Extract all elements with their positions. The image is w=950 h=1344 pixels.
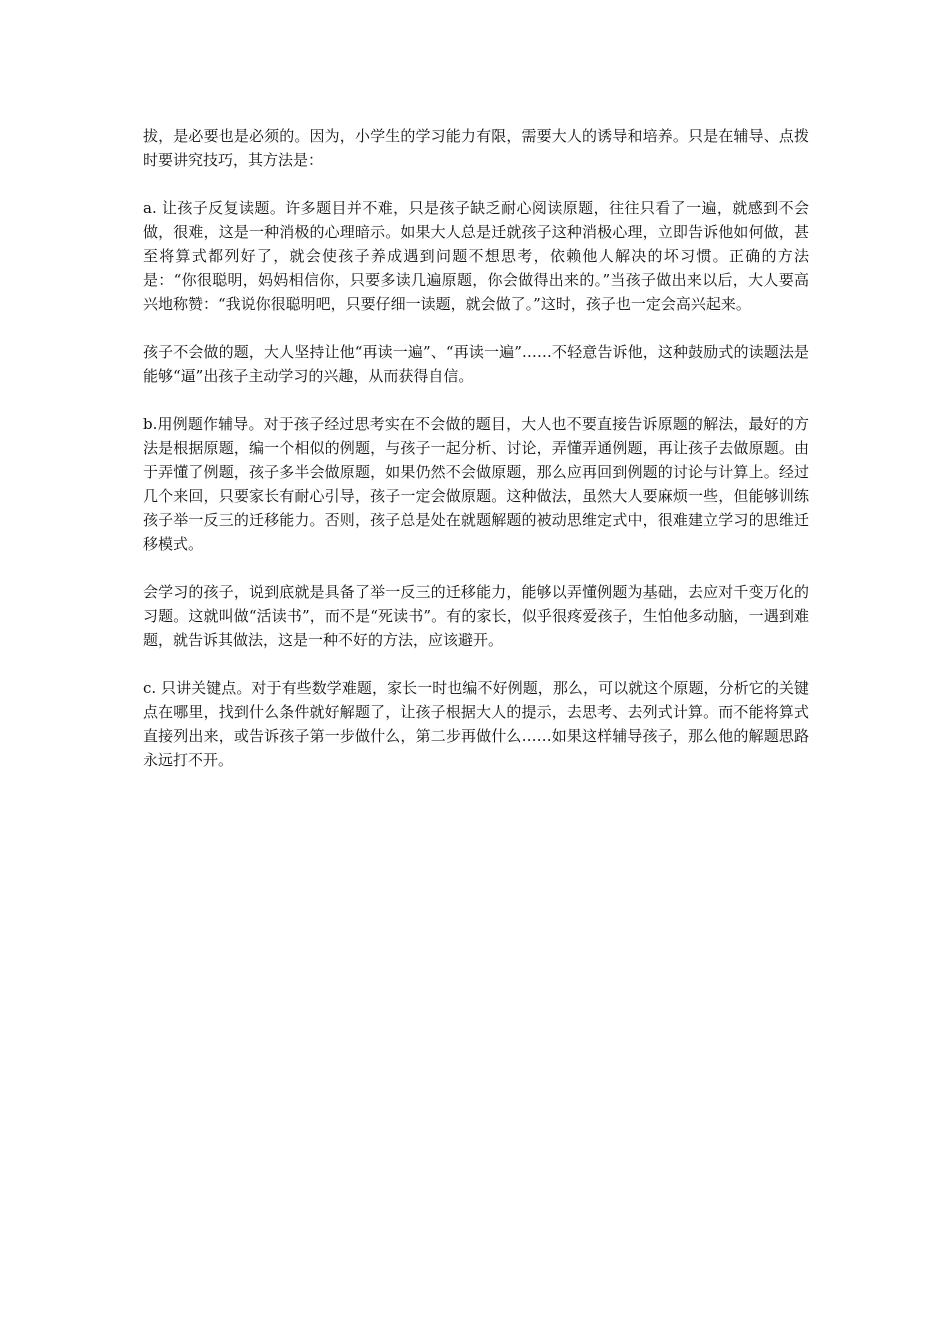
paragraph-method-a: a. 让孩子反复读题。许多题目并不难，只是孩子缺乏耐心阅读原题，往往只看了一遍，就感到不会做，很难，这是一种消极的心理暗示。如果大人总是迁就孩子这种消极心理，立即告诉他如何做，甚至将算式都列好了，就会使孩子养成遇到问题不想思考，依赖他人解决的坏习惯。正确的方法是：“你很聪明，妈妈相信你，只要多读几遍原题，你会做得出来的。”当孩子做出来以后，大人要高兴地称赞：“我说你很聪明吧，只要仔细一读题，就会做了。”这时，孩子也一定会高兴起来。 xyxy=(143,199,809,313)
paragraph-transfer-ability: 会学习的孩子，说到底就是具备了举一反三的迁移能力，能够以弄懂例题为基础，去应对千变万化的习题。这就叫做“活读书”，而不是“死读书”。有的家长，似乎很疼爱孩子，生怕他多动脑，一遇到难题，就告诉其做法，这是一种不好的方法，应该避开。 xyxy=(143,583,809,649)
paragraph-method-c: c. 只讲关键点。对于有些数学难题，家长一时也编不好例题，那么，可以就这个原题，分析它的关键点在哪里，找到什么条件就好解题了，让孩子根据大人的提示，去思考、去列式计算。而不能将算式直接列出来，或告诉孩子第一步做什么，第二步再做什么……如果这样辅导孩子，那么他的解题思路永远打不开。 xyxy=(143,679,809,769)
paragraph-intro: 拔，是必要也是必须的。因为，小学生的学习能力有限，需要大人的诱导和培养。只是在辅导、点拨时要讲究技巧，其方法是： xyxy=(143,127,809,169)
paragraph-method-b: b.用例题作辅导。对于孩子经过思考实在不会做的题目，大人也不要直接告诉原题的解法，最好的方法是根据原题，编一个相似的例题，与孩子一起分析、讨论，弄懂弄通例题，再让孩子去做原题。由于弄懂了例题，孩子多半会做原题，如果仍然不会做原题，那么应再回到例题的讨论与计算上。经过几个来回，只要家长有耐心引导，孩子一定会做原题。这种做法，虽然大人要麻烦一些，但能够训练孩子举一反三的迁移能力。否则，孩子总是处在就题解题的被动思维定式中，很难建立学习的思维迁移模式。 xyxy=(143,415,809,553)
document-body xyxy=(143,124,809,772)
paragraph-reread-encouragement: 孩子不会做的题，大人坚持让他“再读一遍”、“再读一遍”……不轻意告诉他，这种鼓励式的读题法是能够“逼”出孩子主动学习的兴趣，从而获得自信。 xyxy=(143,343,809,385)
